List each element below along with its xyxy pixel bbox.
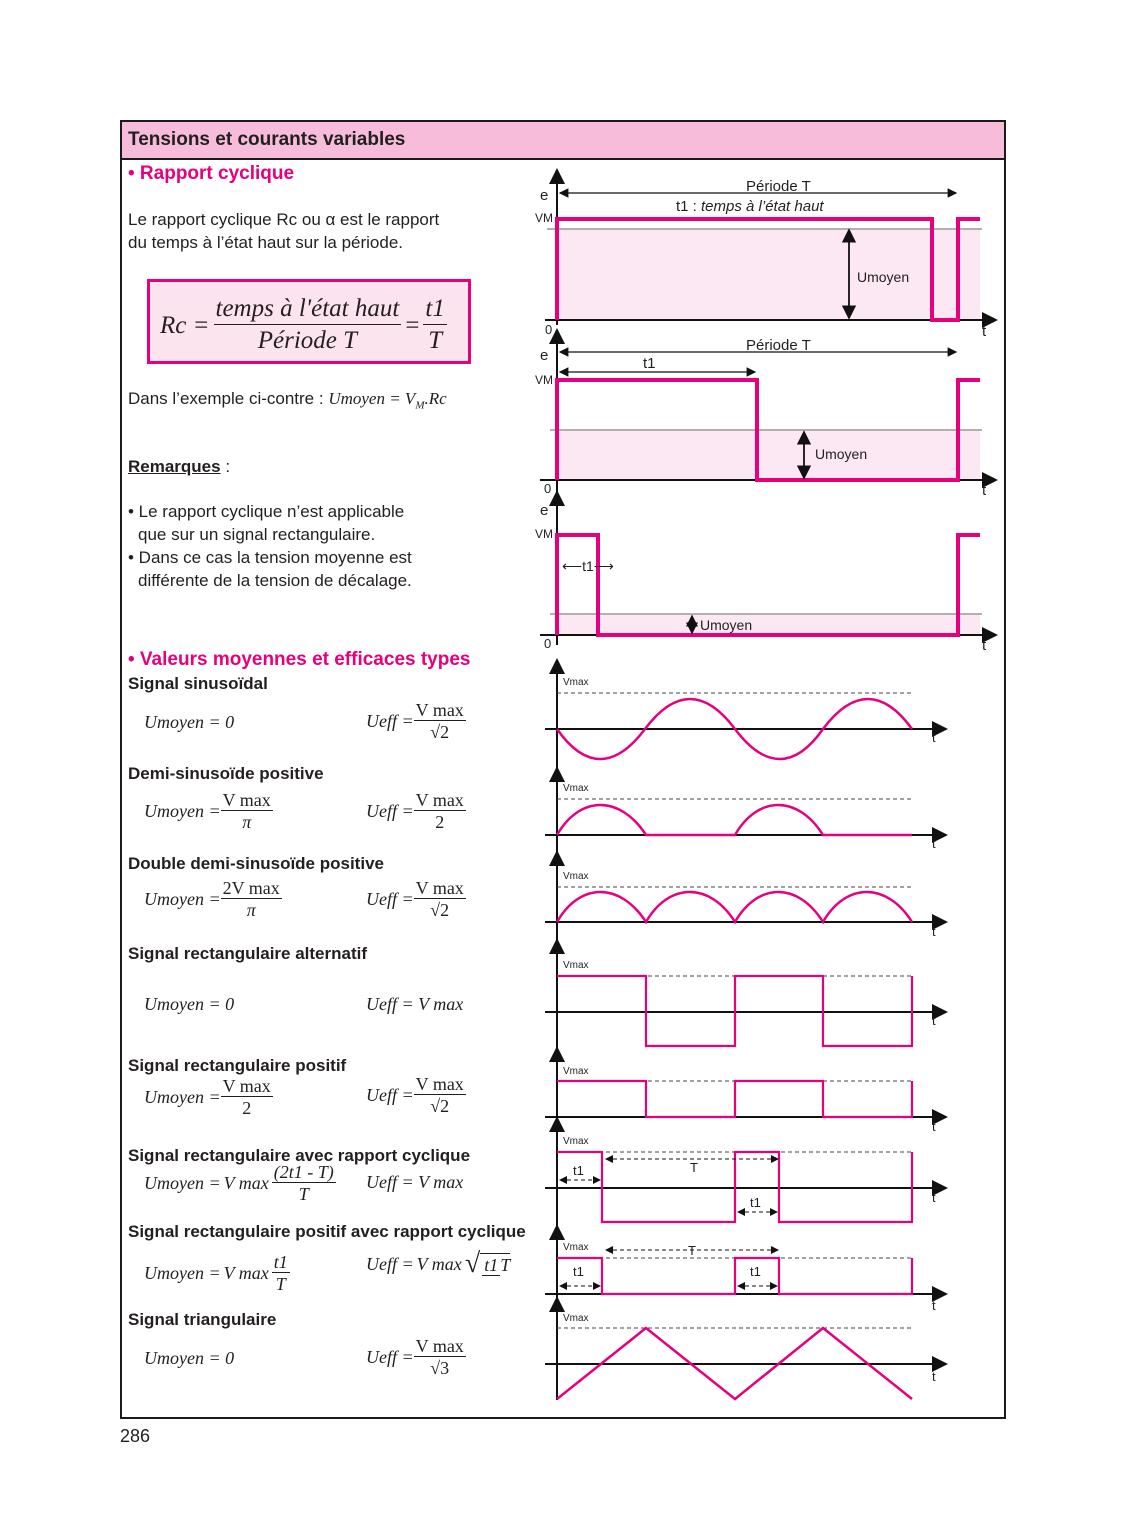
- signal-name-demi-sinus: Demi-sinusoïde positive: [128, 764, 324, 783]
- label-t: t: [932, 1119, 936, 1134]
- label-umoyen: Umoyen: [857, 269, 910, 285]
- diagram-duty-low: [535, 492, 996, 654]
- example-formula-main: Umoyen = V: [328, 389, 416, 408]
- label-T: T: [688, 1243, 696, 1258]
- ueff-lhs: Ueff =: [366, 889, 414, 909]
- intro-line-1: Le rapport cyclique Rc ou α est le rapport: [128, 210, 440, 229]
- example-label: Dans l’exemple ci-contre :: [128, 389, 324, 408]
- umoyen-triangulaire: Umoyen = 0: [144, 1348, 235, 1368]
- umoyen-num: V max: [222, 1076, 271, 1096]
- rc-eq: =: [405, 311, 420, 339]
- label-t1: t1: [750, 1195, 761, 1210]
- example-formula-tail: .Rc: [424, 389, 447, 408]
- umoyen-den: π: [242, 812, 252, 832]
- label-t: t: [932, 1298, 936, 1313]
- label-vm: VM: [535, 373, 553, 387]
- label-vmax: Vmax: [563, 783, 589, 794]
- label-t1-long: t1 :: [676, 198, 702, 215]
- signal-name-rect-rapport: Signal rectangulaire avec rapport cyclique: [128, 1146, 471, 1165]
- umoyen-lhs: Umoyen =: [144, 1173, 221, 1193]
- chart-rect-rapport: [545, 1118, 946, 1226]
- label-vmax: Vmax: [563, 1136, 589, 1147]
- signal-name-rect-positif: Signal rectangulaire positif: [128, 1056, 347, 1075]
- ueff-den: T: [500, 1254, 511, 1275]
- umoyen-num: (2t1 - T): [273, 1162, 334, 1182]
- signal-name-triangulaire: Signal triangulaire: [128, 1310, 277, 1329]
- rc-t1: t1: [423, 294, 446, 325]
- rc-den: Période T: [257, 327, 358, 354]
- label-t1-short: ⟵t1⟶: [562, 558, 614, 574]
- umoyen-lhs: Umoyen =: [144, 889, 221, 909]
- umoyen-den: T: [298, 1184, 309, 1204]
- signal-name-rect-positif-rapport: Signal rectangulaire positif avec rapport cyclique: [128, 1222, 526, 1241]
- intro-line-2: du temps à l’état haut sur la période.: [128, 233, 403, 252]
- example-formula-sub: M: [415, 399, 425, 412]
- vmax-prefix: V max: [223, 1173, 269, 1193]
- umoyen-lhs: Umoyen =: [144, 1087, 221, 1107]
- ueff-lhs: Ueff =: [366, 801, 414, 821]
- label-t: t: [982, 482, 987, 499]
- ueff-lhs: Ueff =: [366, 711, 414, 731]
- label-t1: t1: [573, 1163, 584, 1178]
- label-vmax: Vmax: [563, 871, 589, 882]
- remark-2-line-1: • Dans ce cas la tension moyenne est: [128, 548, 412, 567]
- diagram-duty-high: [535, 170, 996, 340]
- section-title-rapport-cyclique: • Rapport cyclique: [128, 163, 295, 184]
- label-vmax: Vmax: [563, 1066, 589, 1077]
- ueff-den: √2: [430, 1096, 450, 1116]
- label-t: t: [982, 637, 987, 654]
- label-vmax: Vmax: [563, 677, 589, 688]
- ueff-num: t1: [484, 1254, 499, 1275]
- label-t1-long-italic: temps à l’état haut: [701, 198, 824, 215]
- remark-1-line-1: • Le rapport cyclique n’est applicable: [128, 502, 405, 521]
- umoyen-lhs: Umoyen =: [144, 1263, 221, 1283]
- remark-1-line-2: que sur un signal rectangulaire.: [138, 525, 376, 544]
- rc-T: T: [428, 327, 443, 354]
- chart-rect-alternatif: [545, 940, 946, 1052]
- label-umoyen: Umoyen: [700, 617, 753, 633]
- rc-lhs: Rc =: [160, 311, 210, 339]
- signal-name-sinus: Signal sinusoïdal: [128, 674, 268, 693]
- vmax-prefix: V max: [223, 1263, 269, 1283]
- ueff-num: V max: [415, 700, 464, 720]
- ueff-den: √3: [430, 1358, 450, 1378]
- ueff-lhs: Ueff =: [366, 1085, 414, 1105]
- label-vmax: Vmax: [563, 1313, 589, 1324]
- label-vm: VM: [535, 527, 553, 541]
- ueff-lhs: Ueff =: [366, 1253, 414, 1274]
- label-t: t: [932, 1190, 936, 1205]
- ueff-num: V max: [415, 1074, 464, 1094]
- label-t: t: [982, 323, 987, 340]
- umoyen-rect-alternatif: Umoyen = 0: [144, 994, 235, 1014]
- chart-sinus: [545, 660, 946, 770]
- label-e: e: [540, 502, 549, 519]
- ueff-num: V max: [415, 790, 464, 810]
- svg-text:t1 : temps à l’état haut: [676, 198, 824, 215]
- signal-name-double-demi-sinus: Double demi-sinusoïde positive: [128, 854, 384, 873]
- ueff-lhs: Ueff =: [366, 1347, 414, 1367]
- label-t: t: [932, 836, 936, 851]
- section-title-valeurs: • Valeurs moyennes et efficaces types: [128, 649, 471, 670]
- diagram-duty-half: [535, 330, 996, 499]
- remark-2-line-2: différente de la tension de décalage.: [138, 571, 412, 590]
- label-t: t: [932, 924, 936, 939]
- sqrt-sign: √: [464, 1248, 481, 1279]
- ueff-num: V max: [415, 1336, 464, 1356]
- label-e: e: [540, 187, 549, 204]
- signal-name-rect-alternatif: Signal rectangulaire alternatif: [128, 944, 368, 963]
- label-t1: t1: [750, 1264, 761, 1279]
- ueff-den: 2: [435, 812, 445, 832]
- ueff-rect-alternatif: Ueff = V max: [366, 994, 464, 1014]
- umoyen-num: t1: [273, 1252, 288, 1272]
- label-periode: Période T: [746, 337, 811, 354]
- umoyen-num: V max: [222, 790, 271, 810]
- umoyen-den: T: [275, 1274, 286, 1294]
- label-zero: 0: [545, 322, 553, 337]
- chart-demi-sinus: [545, 768, 946, 855]
- ueff-den: √2: [430, 900, 450, 920]
- label-t: t: [932, 1013, 936, 1028]
- umoyen-sinus: Umoyen = 0: [144, 712, 235, 732]
- ueff-rect-rapport: Ueff = V max: [366, 1172, 464, 1192]
- chart-rect-positif-rapport: [545, 1226, 946, 1313]
- remarks-colon: :: [220, 457, 231, 476]
- umoyen-den: π: [246, 900, 256, 920]
- label-umoyen: Umoyen: [815, 446, 868, 462]
- label-t1: t1: [573, 1264, 584, 1279]
- ueff-num: V max: [415, 878, 464, 898]
- umoyen-lhs: Umoyen =: [144, 801, 221, 821]
- label-zero: 0: [544, 481, 552, 496]
- rc-num: temps à l'état haut: [214, 294, 402, 325]
- label-e: e: [540, 347, 549, 364]
- umoyen-num: 2V max: [222, 878, 280, 898]
- label-periode: Période T: [746, 178, 811, 195]
- chart-double-demi-sinus: [545, 852, 946, 940]
- chart-triangulaire: [545, 1298, 946, 1400]
- label-vm: VM: [535, 211, 553, 225]
- label-t: t: [932, 1369, 936, 1384]
- vmax-prefix: V max: [416, 1253, 462, 1274]
- umoyen-den: 2: [242, 1098, 252, 1118]
- remarks-title: Remarques: [128, 457, 221, 476]
- page-title: Tensions et courants variables: [128, 129, 406, 150]
- label-T: T: [690, 1160, 698, 1175]
- label-vmax: Vmax: [563, 1242, 589, 1253]
- chart-rect-positif: [545, 1048, 946, 1134]
- label-t1: t1: [643, 355, 656, 372]
- label-vmax: Vmax: [563, 960, 589, 971]
- ueff-den: √2: [430, 722, 450, 742]
- label-zero: 0: [544, 636, 552, 651]
- label-t: t: [932, 730, 936, 745]
- page-number: 286: [120, 1426, 151, 1446]
